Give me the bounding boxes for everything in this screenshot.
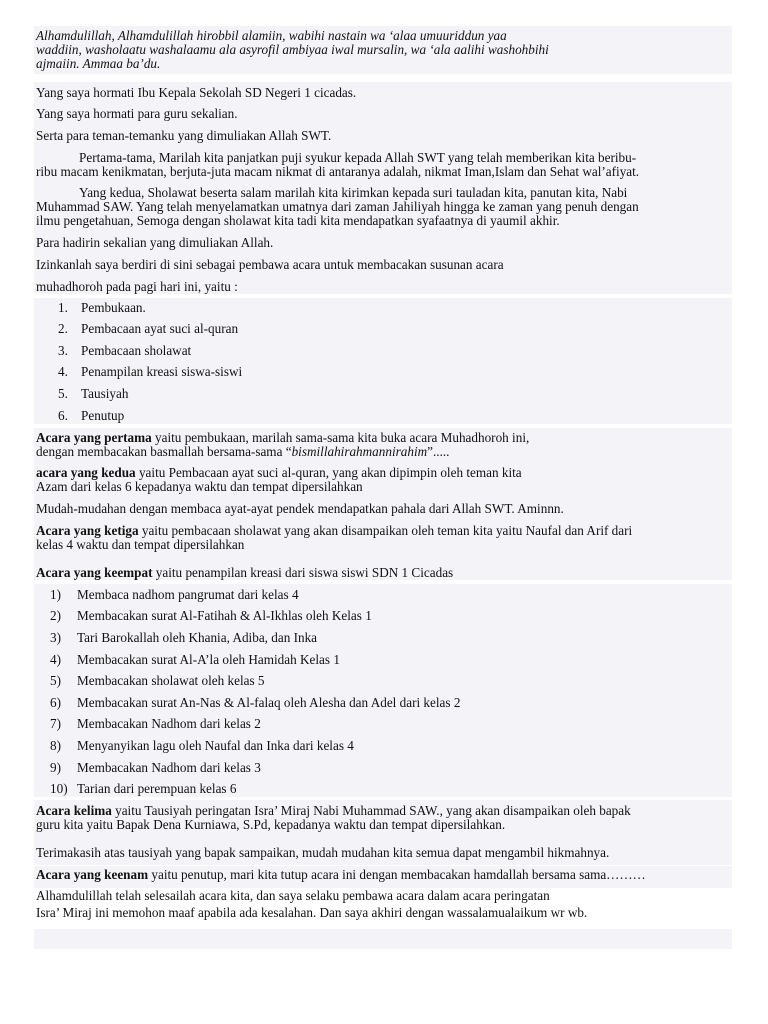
mudah-line: Mudah-mudahan dengan membaca ayat-ayat pendek mendapatkan pahala dari Allah SWT. Aminnn. <box>36 501 564 516</box>
acara-2-line-1: acara yang kedua yaitu Pembacaan ayat suci al-quran, yang akan dipimpin oleh teman kita <box>36 465 522 480</box>
performance-item: 1) Membaca nadhom pangrumat dari kelas 4 <box>50 587 299 602</box>
acara-1-line-1: Acara yang pertama yaitu pembukaan, marilah sama-sama kita buka acara Muhadhoroh ini, <box>36 430 530 445</box>
acara-6-line: Acara yang keenam yaitu penutup, mari kita tutup acara ini dengan membacakan hamdallah bersama sama……… <box>36 867 646 882</box>
izin-line-1: Izinkanlah saya berdiri di sini sebagai pembawa acara untuk membacakan susunan acara <box>36 257 504 272</box>
opening-line-3: ajmaiin. Ammaa ba’du. <box>36 56 161 71</box>
agenda-item: 1. Pembukaan. <box>58 300 146 315</box>
acara-5-line-2: guru kita yaitu Bapak Dena Kurniawa, S.Pd, kepadanya waktu dan tempat dipersilahkan. <box>36 817 506 832</box>
performance-item: 4) Membacakan surat Al-A’la oleh Hamidah Kelas 1 <box>50 652 340 667</box>
opening-line-1: Alhamdulillah, Alhamdulillah hirobbil alamiin, wabihi nastain wa ‘alaa umuuriddun yaa <box>36 28 507 43</box>
performance-item: 10) Tarian dari perempuan kelas 6 <box>50 781 237 796</box>
greeting-teachers: Yang saya hormati para guru sekalian. <box>36 106 238 121</box>
acara-5-line-1: Acara kelima yaitu Tausiyah peringatan Isra’ Miraj Nabi Muhammad SAW., yang akan disampaikan oleh bapak <box>36 803 631 818</box>
acara-3-line-1: Acara yang ketiga yaitu pembacaan sholawat yang akan disampaikan oleh teman kita yaitu Naufal dan Arif dari <box>36 523 633 538</box>
agenda-item: 3. Pembacaan sholawat <box>58 343 192 358</box>
acara-2-line-2: Azam dari kelas 6 kepadanya waktu dan tempat dipersilahkan <box>36 479 363 494</box>
block-empty <box>34 929 732 949</box>
agenda-item: 5. Tausiyah <box>58 386 129 401</box>
paragraph-2-line-3: ilmu pengetahuan, Semoga dengan sholawat kita tadi kita mendapatkan syafaatnya di yaumil akhir. <box>36 213 560 228</box>
performance-item: 8) Menyanyikan lagu oleh Naufal dan Inka dari kelas 4 <box>50 738 354 753</box>
greeting-principal: Yang saya hormati Ibu Kepala Sekolah SD Negeri 1 cicadas. <box>36 85 357 100</box>
paragraph-2-line-1: Yang kedua, Sholawat beserta salam marilah kita kirimkan kepada suri tauladan kita, panutan kita, Nabi <box>79 185 628 200</box>
paragraph-2-line-2: Muhammad SAW. Yang telah menyelamatkan umatnya dari zaman Jahiliyah hingga ke zaman yang penuh dengan <box>36 199 639 214</box>
terimakasih-line: Terimakasih atas tausiyah yang bapak sampaikan, mudah mudahan kita semua dapat mengambil hikmahnya. <box>36 845 610 860</box>
hadirin-line: Para hadirin sekalian yang dimuliakan Allah. <box>36 235 274 250</box>
agenda-item: 2. Pembacaan ayat suci al-quran <box>58 321 239 336</box>
paragraph-1-line-1: Pertama-tama, Marilah kita panjatkan puji syukur kepada Allah SWT yang telah memberikan kita beribu- <box>79 150 637 165</box>
closing-line-1: Alhamdulillah telah selesailah acara kita, dan saya selaku pembawa acara dalam acara peringatan <box>36 888 550 903</box>
acara-1-line-2: dengan membacakan basmallah bersama-sama “bismillahirahmannirahim”..... <box>36 444 450 459</box>
greeting-friends: Serta para teman-temanku yang dimuliakan Allah SWT. <box>36 128 332 143</box>
performance-item: 2) Membacakan surat Al-Fatihah & Al-Ikhlas oleh Kelas 1 <box>50 608 372 623</box>
acara-4-line: Acara yang keempat yaitu penampilan kreasi dari siswa siswi SDN 1 Cicadas <box>36 565 454 580</box>
performance-item: 3) Tari Barokallah oleh Khania, Adiba, dan Inka <box>50 630 318 645</box>
opening-line-2: waddiin, washolaatu washalaamu ala asyrofil ambiyaa iwal mursalin, wa ‘ala aalihi washohbihi <box>36 42 549 57</box>
agenda-item: 4. Penampilan kreasi siswa-siswi <box>58 364 243 379</box>
performance-item: 5) Membacakan sholawat oleh kelas 5 <box>50 673 265 688</box>
izin-line-2: muhadhoroh pada pagi hari ini, yaitu : <box>36 279 238 294</box>
closing-line-2: Isra’ Miraj ini memohon maaf apabila ada kesalahan. Dan saya akhiri dengan wassalamualaikum wr wb. <box>36 905 588 920</box>
performance-item: 9) Membacakan Nadhom dari kelas 3 <box>50 760 261 775</box>
paragraph-1-line-2: ribu macam kenikmatan, berjuta-juta macam nikmat di antaranya adalah, nikmat Iman,Islam dan Sehat wal’afiyat. <box>36 164 640 179</box>
acara-3-line-2: kelas 4 waktu dan tempat dipersilahkan <box>36 537 245 552</box>
performance-item: 7) Membacakan Nadhom dari kelas 2 <box>50 716 261 731</box>
agenda-item: 6. Penutup <box>58 408 125 423</box>
block-agenda <box>34 298 732 424</box>
performance-item: 6) Membacakan surat An-Nas & Al-falaq oleh Alesha dan Adel dari kelas 2 <box>50 695 461 710</box>
